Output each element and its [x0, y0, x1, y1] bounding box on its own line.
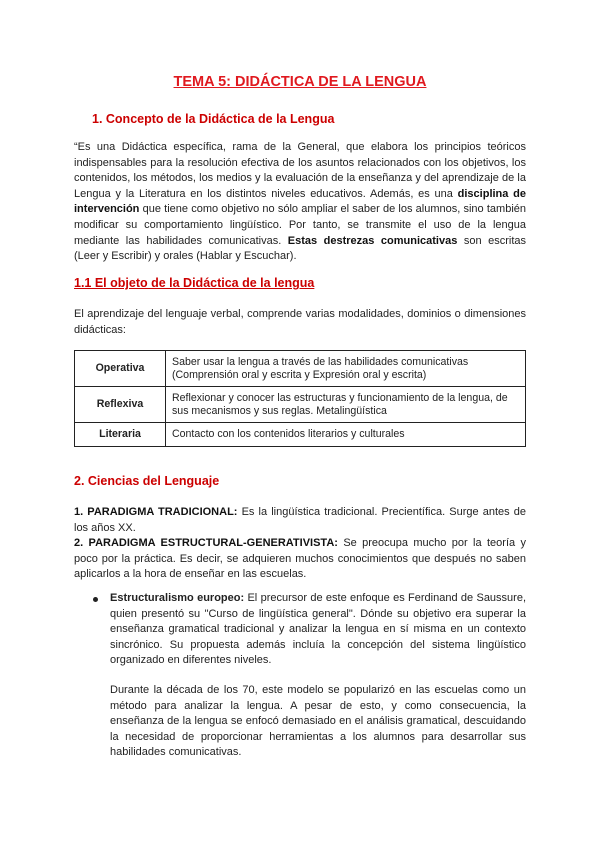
concept-paragraph [74, 140, 526, 265]
concept-text-c: que tiene como objetivo no sólo ampliar el saber de los alumnos, sino también modificar su comportamiento lingüístico. Por tanto, se transmite el uso de la lengua mediante las habilidades comunicativas. [74, 203, 526, 247]
paradigm-1-text: Es la lingüística tradicional. Precientífica. Surge antes de los años XX. [74, 506, 526, 534]
structuralism-label: Estructuralismo europeo: [110, 592, 245, 604]
paradigm-structural [74, 536, 526, 583]
document-title: TEMA 5: DIDÁCTICA DE LA LENGUA [173, 74, 427, 90]
table-key: Literaria [75, 423, 166, 447]
table-key: Operativa [75, 351, 166, 387]
concept-bold-1: disciplina de intervención [74, 187, 526, 216]
structuralism-paragraph-2: Durante la década de los 70, este modelo se popularizó en las escuelas como un método para analizar la lengua. A pesar de esto, y como consecuencia, la enseñanza de la lengua se enfocó demasiado en el análisis gramatical, descuidando la necesidad de proporcionar herramientas a los alumnos para desarrollar sus habilidades comunicativas. [110, 684, 526, 759]
paradigm-traditional [74, 505, 526, 536]
modalities-table [74, 350, 526, 447]
table-row [75, 351, 526, 387]
section-1-heading: 1. Concepto de la Didáctica de la Lengua [92, 112, 335, 126]
concept-bold-2: Estas destrezas comunicativas [287, 234, 458, 247]
paradigm-1-label: 1. PARADIGMA TRADICIONAL: [74, 506, 238, 518]
table-key: Reflexiva [75, 387, 166, 423]
table-value: Reflexionar y conocer las estructuras y funcionamiento de la lengua, de sus mecanismos y sus reglas. Metalingüística [166, 387, 526, 423]
object-intro: El aprendizaje del lenguaje verbal, comprende varias modalidades, dominios o dimensiones didácticas: [74, 308, 526, 336]
concept-text-d: son escritas (Leer y Escribir) y orales (Hablar y Escuchar). [74, 234, 527, 263]
bullet-icon [93, 597, 98, 602]
section-1-1-heading: 1.1 El objeto de la Didáctica de la lengua [74, 276, 315, 290]
table-value: Contacto con los contenidos literarios y culturales [166, 423, 526, 447]
section-2-heading: 2. Ciencias del Lenguaje [74, 474, 220, 488]
structuralism-text: El precursor de este enfoque es Ferdinand de Saussure, quien presentó su "Curso de lingüística general". Dónde su objetivo era superar la enseñanza gramatical tradicional y analizar la lengua en sí misma en un contexto sincrónico. Su propuesta además incluía la concepción del sistema lingüístico organizado en diferentes niveles. [110, 592, 527, 667]
paradigm-2-text: Se preocupa mucho por la teoría y poco por la práctica. Es decir, se adquieren muchos conocimientos que después no saben aplicarlos a la hora de enseñar en las escuelas. [74, 537, 526, 581]
table-value: Saber usar la lengua a través de las habilidades comunicativas (Comprensión oral y escrita y Expresión oral y escrita) [166, 351, 526, 387]
concept-text-a: “Es una Didáctica específica, rama de la General, que elabora los principios teóricos indispensables para la resolución efectiva de los asuntos relacionados con los objetivos, los contenidos, los métodos, los medios y la evaluación de la enseñanza y del aprendizaje de la Lengua y la Literatura en los distintos niveles educativos. Además, es una [74, 141, 526, 200]
table-row [75, 423, 526, 447]
structuralism-bullet [110, 591, 526, 669]
paradigm-2-label: 2. PARADIGMA ESTRUCTURAL-GENERATIVISTA: [74, 537, 338, 549]
table-row [75, 387, 526, 423]
